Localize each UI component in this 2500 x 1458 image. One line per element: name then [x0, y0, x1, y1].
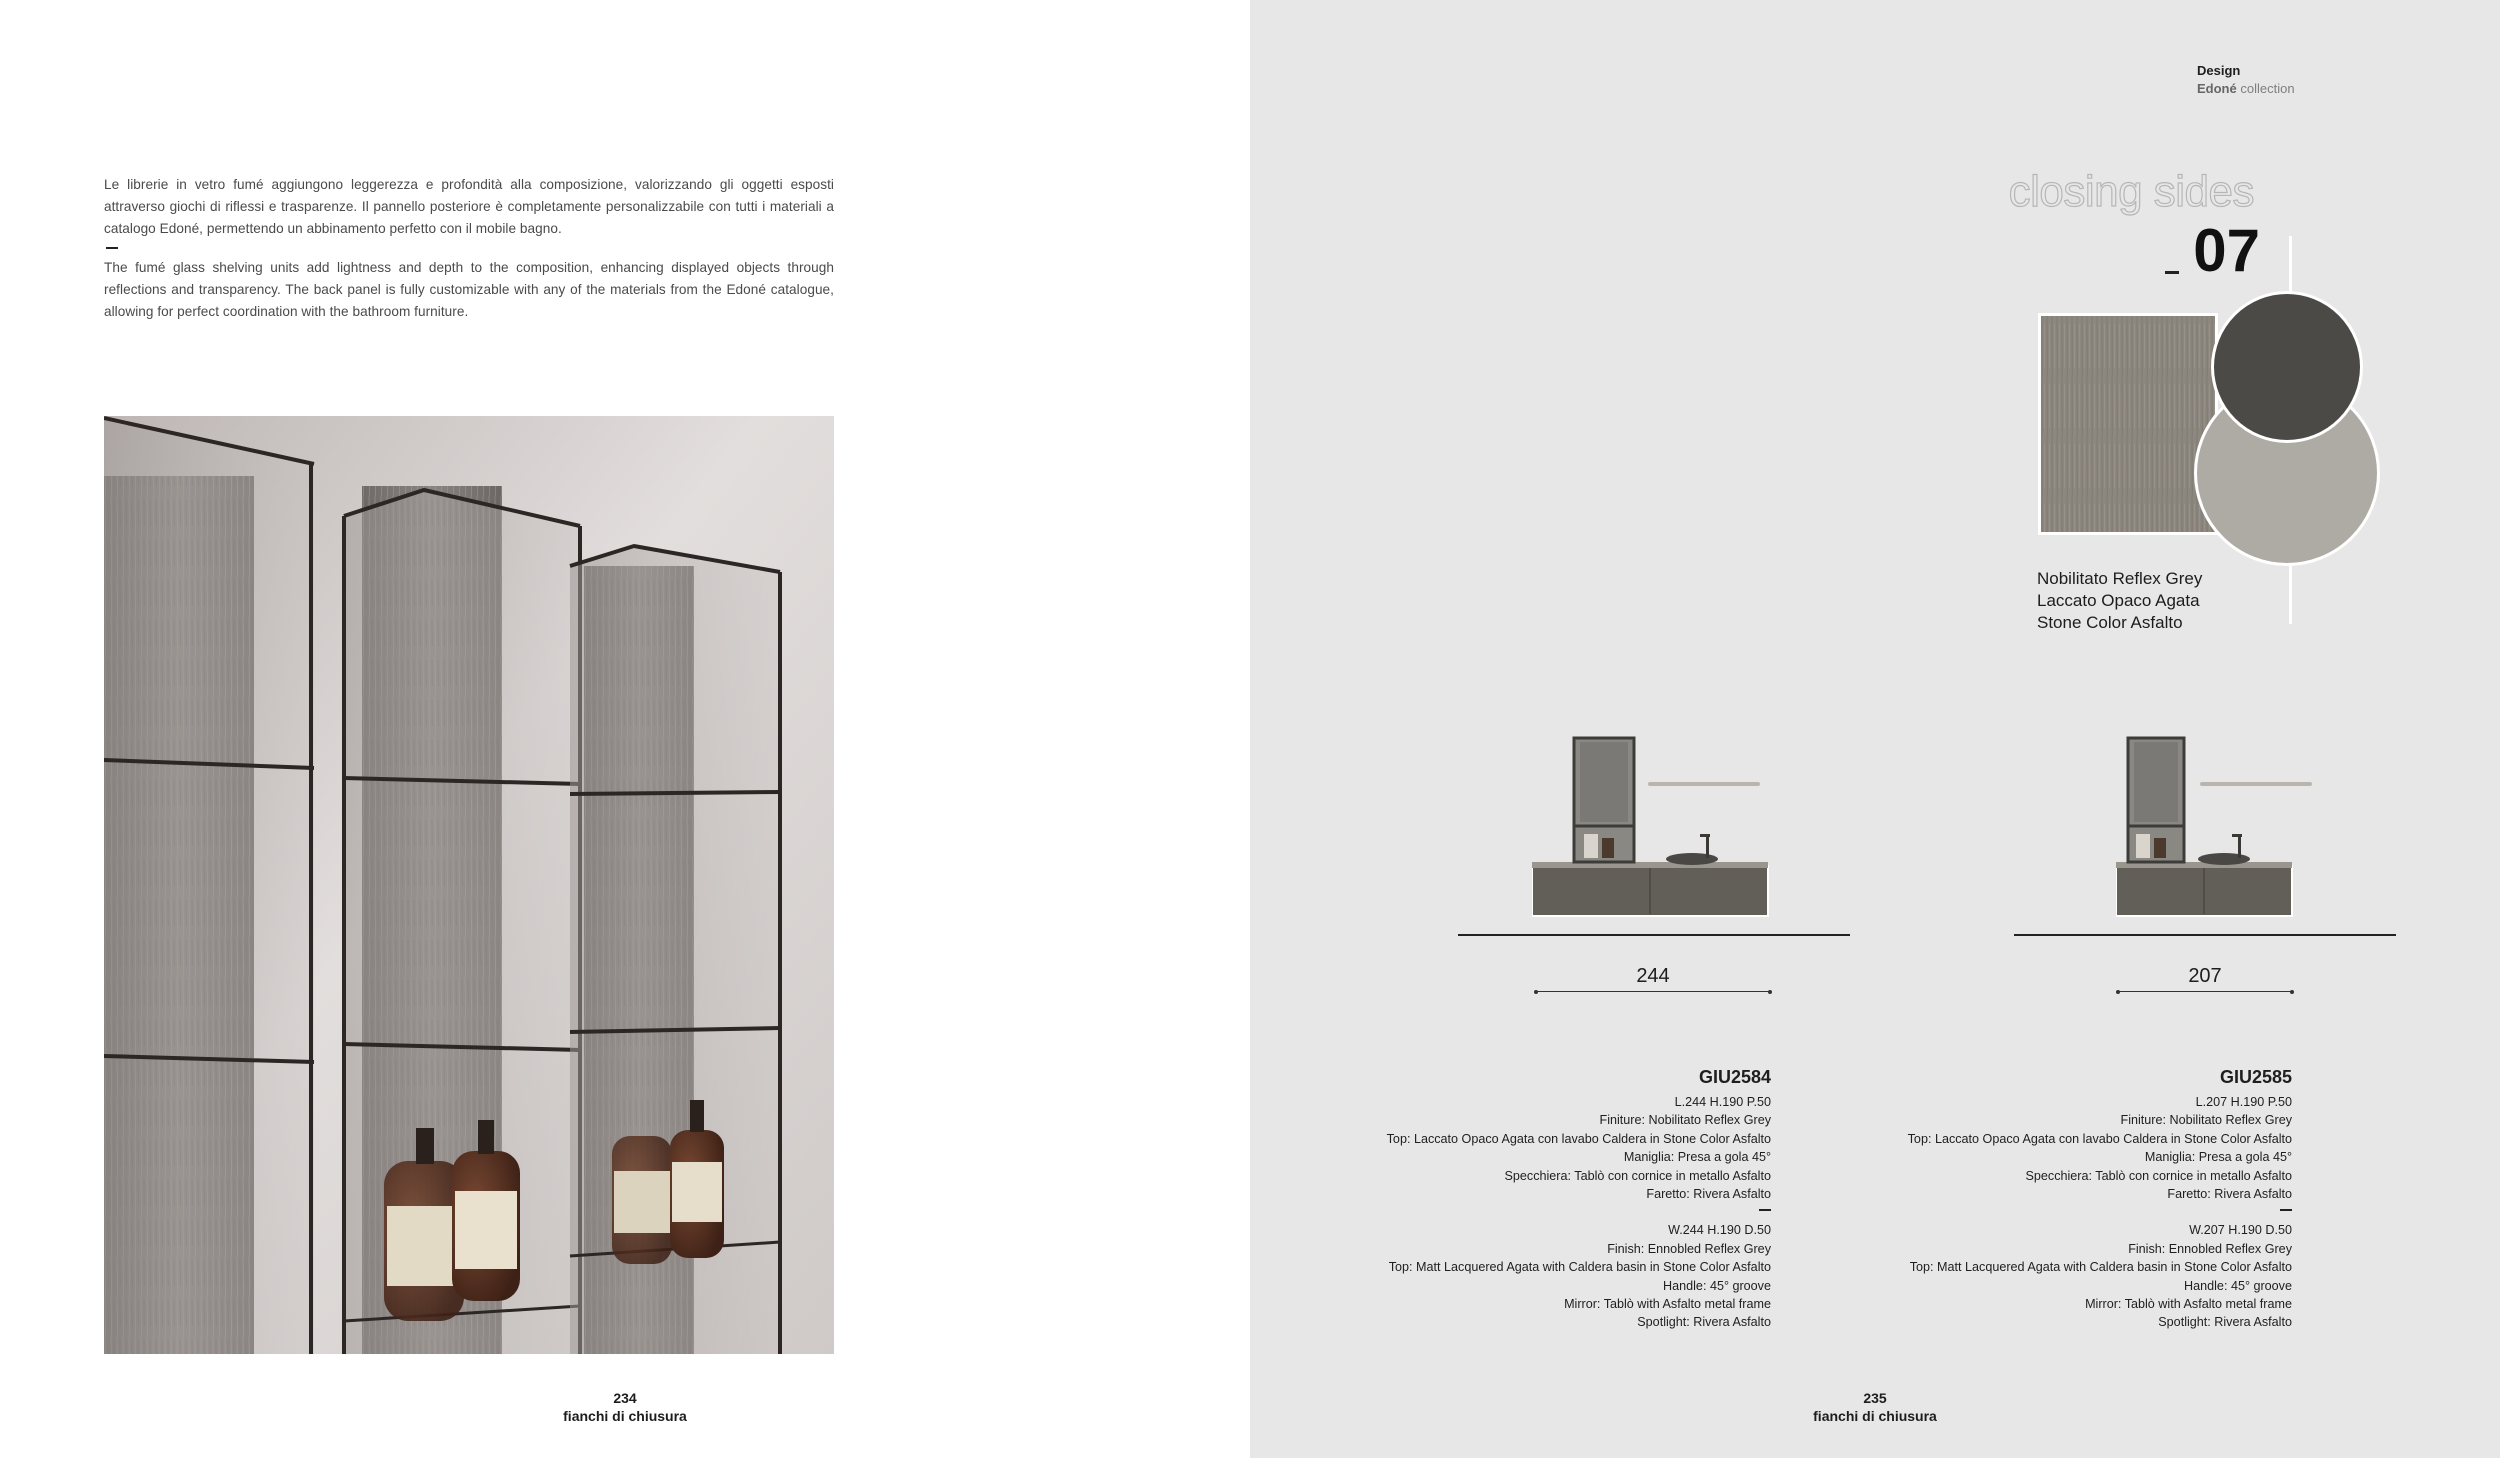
baseline-2 [2014, 934, 2396, 936]
spec-line: Finish: Ennobled Reflex Grey [1607, 1241, 1771, 1256]
brand-design: Design [2197, 63, 2241, 78]
product-spec-1 [1350, 1065, 1771, 1332]
page-number: 234 [613, 1390, 637, 1406]
language-separator [106, 247, 118, 249]
section-number: 07 [2193, 217, 2260, 284]
product-illustration-2 [2116, 736, 2316, 920]
spec-line: Maniglia: Presa a gola 45° [2144, 1150, 2292, 1165]
product-code: GIU2585 [2219, 1067, 2292, 1087]
spec-line: Specchiera: Tablò con cornice in metallo Asfalto [2025, 1168, 2292, 1183]
spec-line: L.207 H.190 P.50 [2195, 1095, 2292, 1109]
right-folio [1775, 1389, 1975, 1425]
intro-italian: Le librerie in vetro fumé aggiungono leggerezza e profondità alla composizione, valorizzando gli oggetti esposti attraverso giochi di riflessi e trasparenze. Il pannello posteriore è completamente personalizzabile con tutti i materiali a catalogo Edoné, permettendo un abbinamento perfetto con il mobile bagno. [104, 177, 834, 236]
product-illustration-1 [1532, 736, 1772, 920]
section-title: closing sides [2008, 167, 2254, 216]
spec-line: Mirror: Tablò with Asfalto metal frame [2085, 1297, 2292, 1312]
spec-line: Handle: 45° groove [1663, 1278, 1771, 1293]
spec-line: Top: Matt Lacquered Agata with Caldera basin in Stone Color Asfalto [1909, 1260, 2292, 1275]
finish-item: Stone Color Asfalto [2037, 613, 2183, 632]
spec-line: Finiture: Nobilitato Reflex Grey [1599, 1113, 1771, 1128]
intro-text [104, 174, 834, 323]
dimension-tick [1768, 990, 1772, 994]
language-separator [1759, 1209, 1771, 1211]
dimension-line [1536, 991, 1770, 992]
width-label: 207 [2188, 965, 2222, 987]
dimension-tick [2290, 990, 2294, 994]
finish-list [2037, 568, 2202, 634]
swatch-asfalto [2211, 291, 2363, 443]
intro-english: The fumé glass shelving units add lightness and depth to the composition, enhancing displayed objects through reflections and transparency. The back panel is fully customizable with any of the materials from the Edoné catalogue, allowing for perfect coordination with the bathroom furniture. [104, 260, 834, 319]
spec-line: W.244 H.190 D.50 [1668, 1223, 1771, 1238]
spec-line: Finiture: Nobilitato Reflex Grey [2120, 1113, 2292, 1128]
finish-item: Laccato Opaco Agata [2037, 591, 2200, 610]
spec-line: Top: Laccato Opaco Agata con lavabo Caldera in Stone Color Asfalto [1907, 1131, 2292, 1146]
brand-block [2197, 62, 2295, 98]
product-code: GIU2584 [1698, 1067, 1771, 1087]
dimension-tick [1534, 990, 1538, 994]
spec-line: Spotlight: Rivera Asfalto [2158, 1315, 2292, 1330]
spec-line: Mirror: Tablò with Asfalto metal frame [1564, 1297, 1771, 1312]
spec-line: L.244 H.190 P.50 [1674, 1095, 1771, 1109]
spec-line: Faretto: Rivera Asfalto [2167, 1187, 2292, 1202]
shelving-photo [104, 416, 834, 1354]
product-spec-2 [1870, 1065, 2292, 1332]
swatch-reflex-grey [2038, 313, 2218, 535]
brand-name: Edoné [2197, 81, 2237, 96]
spec-line: Faretto: Rivera Asfalto [1646, 1187, 1771, 1202]
page-section: fianchi di chiusura [563, 1408, 687, 1424]
width-label: 244 [1636, 965, 1670, 987]
baseline-1 [1458, 934, 1850, 936]
page-number: 235 [1863, 1390, 1887, 1406]
spec-line: Spotlight: Rivera Asfalto [1637, 1315, 1771, 1330]
spec-line: Finish: Ennobled Reflex Grey [2128, 1241, 2292, 1256]
dimension-tick [2116, 990, 2120, 994]
page-section: fianchi di chiusura [1813, 1408, 1937, 1424]
spec-line: Top: Matt Lacquered Agata with Caldera basin in Stone Color Asfalto [1388, 1260, 1771, 1275]
spec-line: W.207 H.190 D.50 [2189, 1223, 2292, 1238]
spec-line: Maniglia: Presa a gola 45° [1623, 1150, 1771, 1165]
dimension-line [2118, 991, 2292, 992]
brand-collection-line [2197, 80, 2295, 98]
spec-line: Top: Laccato Opaco Agata con lavabo Caldera in Stone Color Asfalto [1386, 1131, 1771, 1146]
language-separator [2280, 1209, 2292, 1211]
spec-line: Specchiera: Tablò con cornice in metallo Asfalto [1504, 1168, 1771, 1183]
brand-collection: collection [2240, 81, 2295, 96]
spec-line: Handle: 45° groove [2184, 1278, 2292, 1293]
width-dimension-2 [2118, 964, 2292, 992]
width-dimension-1 [1536, 964, 1770, 992]
finish-item: Nobilitato Reflex Grey [2037, 569, 2203, 588]
left-folio [525, 1389, 725, 1425]
